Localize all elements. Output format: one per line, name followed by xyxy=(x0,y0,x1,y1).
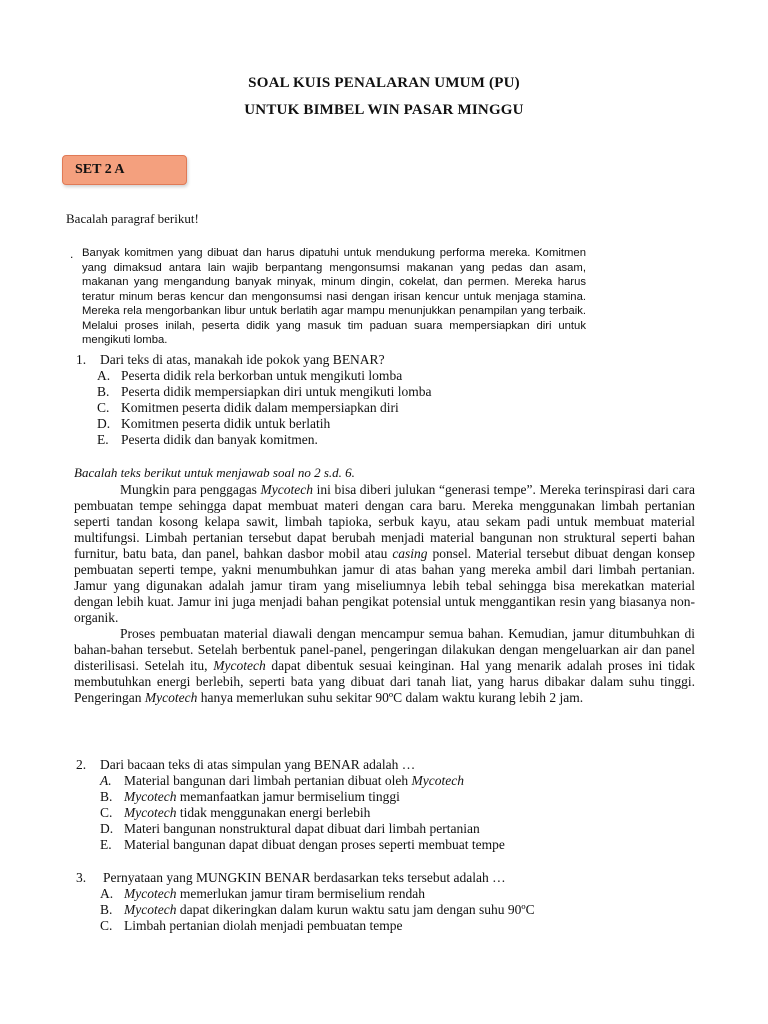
option-label: C. xyxy=(100,805,113,820)
option-a xyxy=(100,886,535,902)
option-d xyxy=(100,821,505,837)
option-label: B. xyxy=(97,384,110,399)
option-d xyxy=(97,416,431,432)
option-list xyxy=(100,886,535,934)
question-text: Dari teks di atas, manakah ide pokok yang BENAR? xyxy=(100,352,385,367)
option-label: B. xyxy=(100,789,113,804)
option-label: C. xyxy=(100,918,113,933)
question-number: 3. xyxy=(76,870,87,885)
question-3 xyxy=(76,870,535,934)
option-text: Materi bangunan nonstruktural dapat dibuat dari limbah pertanian xyxy=(124,821,480,836)
question-1 xyxy=(76,352,431,448)
question-text: Dari bacaan teks di atas simpulan yang BENAR adalah … xyxy=(100,757,416,772)
question-number: 2. xyxy=(76,757,87,772)
option-b xyxy=(100,789,505,805)
italic-term: Mycotech xyxy=(213,658,266,673)
page-title: SOAL KUIS PENALARAN UMUM (PU) xyxy=(248,75,520,91)
option-c xyxy=(97,400,431,416)
option-text: Komitmen peserta didik untuk berlatih xyxy=(121,416,331,431)
option-b xyxy=(100,902,535,918)
question-stem xyxy=(76,757,505,773)
option-label: B. xyxy=(100,902,113,917)
italic-term: Mycotech xyxy=(260,482,313,497)
question-2 xyxy=(76,757,505,853)
option-text: Material bangunan dapat dibuat dengan proses seperti membuat tempe xyxy=(124,837,505,852)
question-stem xyxy=(76,352,431,368)
passage-text: Banyak komitmen yang dibuat dan harus dipatuhi untuk mendukung performa mereka. Komitmen yang dimaksud antara lain wajib berpantang mengonsumsi makanan yang pedas dan asam, makanan yang mengandung banyak minyak, minum dingin, cokelat, dan permen. Mereka harus teratur minum beras kencur dan mengonsumsi nasi dengan irisan kencur untuk menjaga stamina. Mereka rela mengorbankan libur untuk berlatih agar mampu menunjukkan penampilan yang terbaik. Melalui proses inilah, peserta didik yang masuk tim paduan suara mempersiapkan diri untuk mengikuti lomba. xyxy=(82,247,586,346)
option-text: Peserta didik mempersiapkan diri untuk mengikuti lomba xyxy=(121,384,432,399)
option-label: C. xyxy=(97,400,110,415)
text-run: Mungkin para penggagas xyxy=(120,482,261,497)
option-text: Peserta didik rela berkorban untuk mengikuti lomba xyxy=(121,368,403,383)
text-run: ini bisa diberi julukan “generasi tempe”. Mereka terinspirasi dari cara pembuatan tempe sehingga dapat membuat materi dengan cara baru. Mereka menggunakan limbah pertanian seperti tandan kosong kelapa sawit, limbah tapioka, serbuk kayu, atau sekam padi untuk membuat material multifungsi. Limbah pertanian tersebut dapat berubah menjadi material bangunan non struktural seperti bahan furnitur, batu bata, dan panel, bahkan dasbor mobil atau xyxy=(74,482,695,561)
option-text: dapat dikeringkan dalam kurun waktu satu jam dengan suhu 90ºC xyxy=(176,902,535,917)
reading-paragraph-1 xyxy=(74,482,695,626)
question-text: Pernyataan yang MUNGKIN BENAR berdasarkan teks tersebut adalah … xyxy=(103,870,506,885)
option-text: Komitmen peserta didik dalam mempersiapkan diri xyxy=(121,400,399,415)
option-c xyxy=(100,918,535,934)
reading-paragraph-2 xyxy=(74,626,695,706)
option-label: D. xyxy=(97,416,111,431)
page-subtitle: UNTUK BIMBEL WIN PASAR MINGGU xyxy=(244,102,524,118)
option-e xyxy=(97,432,431,448)
option-text: tidak menggunakan energi berlebih xyxy=(176,805,371,820)
italic-term: casing xyxy=(392,546,428,561)
text-run: Proses pembuatan material diawali dengan mencampur semua bahan. Kemudian, jamur ditumbuhkan di bahan-bahan tersebut. Setelah berbentuk panel-panel, pengeringan dilakukan dengan mengeluarkan air dan panel disterilisasi. Setelah itu, xyxy=(74,626,695,673)
italic-term: Mycotech xyxy=(124,902,177,917)
italic-term: Mycotech xyxy=(144,690,198,705)
text-run: dapat dibentuk sesuai keinginan. Hal yang menarik adalah proses ini tidak membutuhkan energi berlebih, seperti bata yang dibuat dari tanah liat, yang harus dibakar dalam suhu tinggi. Pengeringan xyxy=(74,658,696,705)
option-label: D. xyxy=(100,821,114,836)
option-b xyxy=(97,384,431,400)
option-list xyxy=(97,368,431,448)
option-c xyxy=(100,805,505,821)
italic-term: Mycotech xyxy=(411,773,464,788)
option-label: A. xyxy=(100,773,112,788)
italic-term: Mycotech xyxy=(124,789,177,804)
option-label: A. xyxy=(97,368,111,383)
text-run: hanya memerlukan suhu sekitar 90ºC dalam waktu kurang lebih 2 jam. xyxy=(197,690,584,705)
question-number: 1. xyxy=(76,352,87,367)
text-run: ponsel. Material tersebut dibuat dengan konsep pembuatan seperti tempe, yakni menumbuhkan jamur di atas bahan yang mereka ambil dari limbah pertanian. Jamur yang digunakan adalah jamur tiram yang miseliumnya lebih tebal sehingga bisa merekatkan material dengan lebih kuat. Jamur ini juga menjadi bahan pengikat potensial untuk menggantikan resin yang biasanya non-organik. xyxy=(74,546,695,625)
option-a xyxy=(100,773,505,789)
italic-term: Mycotech xyxy=(124,805,177,820)
option-e xyxy=(100,837,505,853)
option-text: Material bangunan dari limbah pertanian dibuat oleh xyxy=(124,773,412,788)
question-stem xyxy=(76,870,535,886)
set-badge: SET 2 A xyxy=(62,155,187,185)
passage-bullet: . xyxy=(70,247,74,261)
option-label: E. xyxy=(100,837,112,852)
reading-text xyxy=(74,482,695,706)
option-label: E. xyxy=(97,432,109,447)
option-list xyxy=(100,773,505,853)
option-text: memerlukan jamur tiram bermiselium rendah xyxy=(176,886,426,901)
italic-term: Mycotech xyxy=(124,886,177,901)
option-text: memanfaatkan jamur bermiselium tinggi xyxy=(176,789,400,804)
option-text: Limbah pertanian diolah menjadi pembuatan tempe xyxy=(124,918,403,933)
reading-instruction: Bacalah teks berikut untuk menjawab soal no 2 s.d. 6. xyxy=(74,465,355,480)
option-a xyxy=(97,368,431,384)
option-label: A. xyxy=(100,886,114,901)
option-text: Peserta didik dan banyak komitmen. xyxy=(121,432,318,447)
instruction-text: Bacalah paragraf berikut! xyxy=(66,211,199,226)
